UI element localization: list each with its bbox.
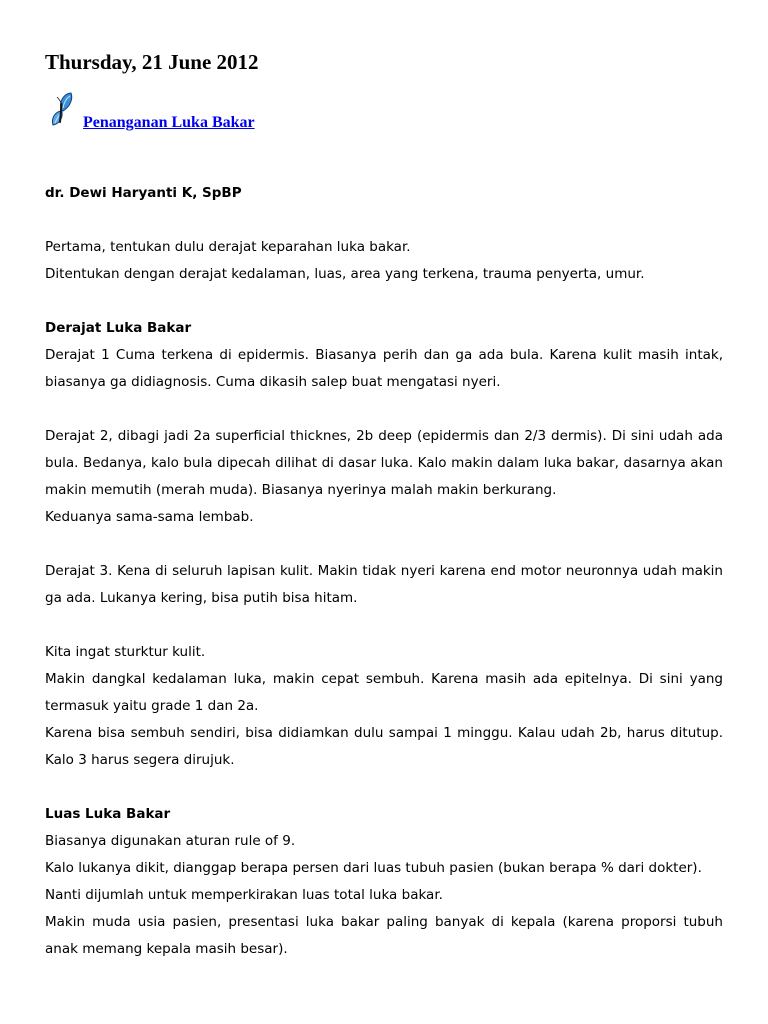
- post-title-row: [45, 92, 645, 137]
- paragraph-degree-2-note: Keduanya sama-sama lembab.: [45, 509, 254, 525]
- paragraph-luas-4: Makin muda usia pasien, presentasi luka bakar paling banyak di kepala (karena proporsi tubuh anak memang kepala masih besar).: [45, 914, 723, 957]
- intro-line: Ditentukan dengan derajat kedalaman, luas, area yang terkena, trauma penyerta, umur.: [45, 266, 645, 282]
- paragraph-luas-2: Kalo lukanya dikit, dianggap berapa persen dari luas tubuh pasien (bukan berapa % dari dokter).: [45, 860, 702, 876]
- paragraph-struktur-1: Kita ingat sturktur kulit.: [45, 644, 206, 660]
- paragraph-luas-1: Biasanya digunakan aturan rule of 9.: [45, 833, 296, 849]
- paragraph-degree-1: Derajat 1 Cuma terkena di epidermis. Biasanya perih dan ga ada bula. Karena kulit masih intak, biasanya ga didiagnosis. Cuma dikasih salep buat mengatasi nyeri.: [45, 347, 723, 390]
- paragraph-struktur-3: Karena bisa sembuh sendiri, bisa didiamkan dulu sampai 1 minggu. Kalau udah 2b, harus ditutup. Kalo 3 harus segera dirujuk.: [45, 725, 723, 768]
- intro-line: Pertama, tentukan dulu derajat keparahan luka bakar.: [45, 239, 411, 255]
- paragraph-degree-2: Derajat 2, dibagi jadi 2a superficial thicknes, 2b deep (epidermis dan 2/3 dermis). Di sini udah ada bula. Bedanya, kalo bula dipecah dilihat di dasar luka. Kalo makin dalam luka bakar, dasarnya akan makin memutih (merah muda). Biasanya nyerinya malah makin berkurang.: [45, 428, 723, 498]
- section-heading-luas: Luas Luka Bakar: [45, 806, 171, 822]
- post-author: dr. Dewi Haryanti K, SpBP: [45, 185, 242, 201]
- butterfly-icon: [49, 92, 75, 128]
- post-content: [45, 180, 723, 963]
- post-title-link[interactable]: Penanganan Luka Bakar: [83, 114, 255, 131]
- paragraph-struktur-2: Makin dangkal kedalaman luka, makin cepat sembuh. Karena masih ada epitelnya. Di sini yang termasuk yaitu grade 1 dan 2a.: [45, 671, 723, 714]
- paragraph-luas-3: Nanti dijumlah untuk memperkirakan luas total luka bakar.: [45, 887, 443, 903]
- post-date: Thursday, 21 June 2012: [45, 50, 259, 74]
- section-heading-derajat: Derajat Luka Bakar: [45, 320, 192, 336]
- paragraph-degree-3: Derajat 3. Kena di seluruh lapisan kulit. Makin tidak nyeri karena end motor neuronnya udah makin ga ada. Lukanya kering, bisa putih bisa hitam.: [45, 563, 723, 606]
